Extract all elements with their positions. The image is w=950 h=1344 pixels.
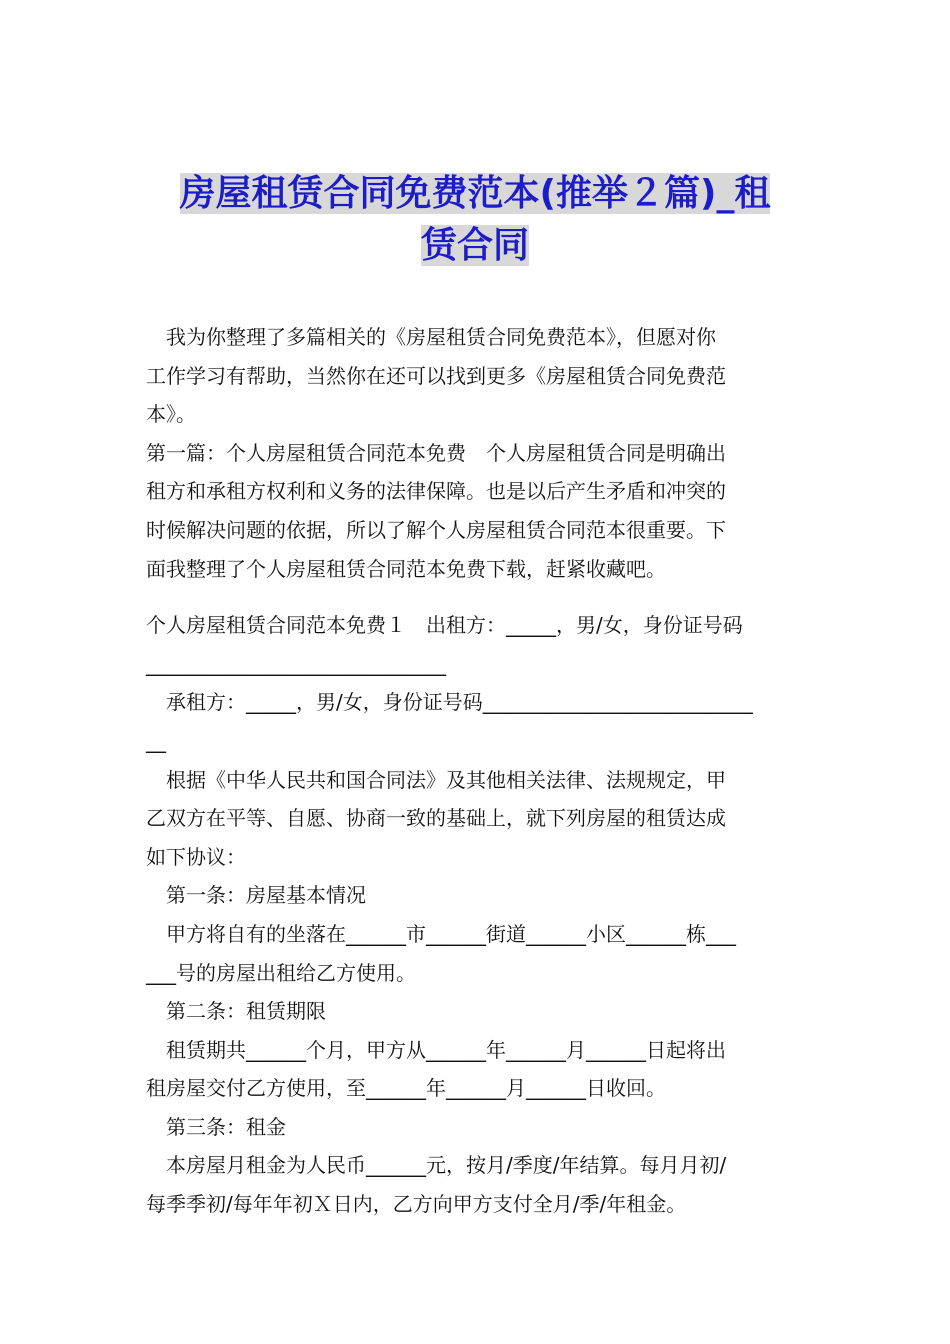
- body-line: ______________________________: [146, 651, 446, 676]
- body-line: 本房屋月租金为人民币______元，按月/季度/年结算。每月月初/: [146, 1153, 727, 1178]
- document-title: [150, 168, 800, 272]
- body-line: 租赁期共______个月，甲方从______年______月______日起将出: [146, 1037, 726, 1062]
- document-body: [146, 318, 810, 1224]
- body-line: 面我整理了个人房屋租赁合同范本免费下载，赶紧收藏吧。: [146, 556, 666, 581]
- body-line: 乙双方在平等、自愿、协商一致的基础上，就下列房屋的租赁达成: [146, 806, 726, 831]
- body-line: 承租方：_____，男/女，身份证号码___________________________: [146, 690, 753, 715]
- body-line: 本》。: [146, 402, 196, 427]
- body-line: 第一篇：个人房屋租赁合同范本免费 个人房屋租赁合同是明确出: [146, 440, 726, 465]
- body-line: 时候解决问题的依据，所以了解个人房屋租赁合同范本很重要。下: [146, 517, 726, 542]
- body-line: 租房屋交付乙方使用，至______年______月______日收回。: [146, 1076, 666, 1101]
- body-line: ___号的房屋出租给乙方使用。: [146, 960, 416, 985]
- title-line-2: 赁合同: [420, 225, 529, 266]
- body-line: 个人房屋租赁合同范本免费１ 出租方：_____，男/女，身份证号码: [146, 613, 743, 638]
- section-heading: 第一条：房屋基本情况: [146, 883, 366, 908]
- body-line: 工作学习有帮助，当然你在还可以找到更多《房屋租赁合同免费范: [146, 363, 726, 388]
- blank-line: [146, 588, 810, 606]
- section-heading: 第三条：租金: [146, 1114, 286, 1139]
- body-line: 如下协议：: [146, 844, 246, 869]
- body-line: 每季季初/每年年初Ｘ日内，乙方向甲方支付全月/季/年租金。: [146, 1192, 687, 1217]
- body-line: 租方和承租方权利和义务的法律保障。也是以后产生矛盾和冲突的: [146, 479, 726, 504]
- title-line-1: 房屋租赁合同免费范本(推举２篇)_租: [179, 173, 771, 214]
- section-heading: 第二条：租赁期限: [146, 999, 326, 1024]
- body-line: 我为你整理了多篇相关的《房屋租赁合同免费范本》，但愿对你: [146, 325, 716, 349]
- body-line: __: [146, 728, 166, 753]
- body-line: 甲方将自有的坐落在______市______街道______小区______栋___: [146, 921, 736, 946]
- body-line: 根据《中华人民共和国合同法》及其他相关法律、法规规定，甲: [146, 767, 726, 792]
